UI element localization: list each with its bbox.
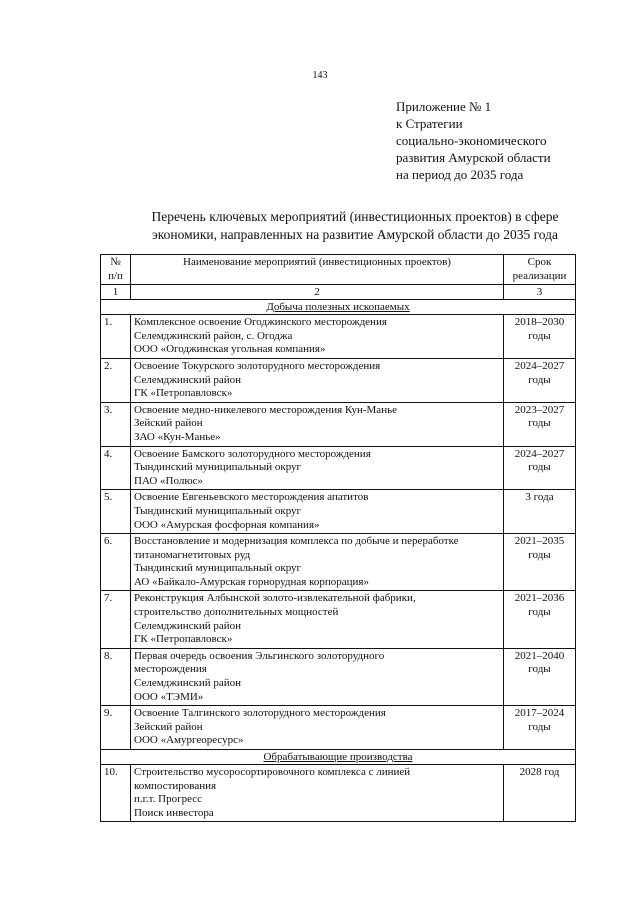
project-name	[131, 446, 504, 490]
title-line: Перечень ключевых мероприятий (инвестиционных проектов) в сфере	[151, 209, 559, 224]
implementation-period	[504, 706, 576, 750]
project-name-line: Освоение Талгинского золоторудного месторождения	[134, 707, 386, 720]
row-number: 2.	[101, 358, 131, 402]
project-name-line: Зейский район	[134, 720, 203, 733]
section-row	[101, 300, 576, 315]
table-row	[101, 706, 576, 750]
project-name	[131, 648, 504, 705]
table-row	[101, 446, 576, 490]
project-name-line: Тындинский муниципальный округ	[134, 461, 302, 474]
project-name-line: Селемджинский район	[134, 619, 242, 632]
implementation-period	[504, 446, 576, 490]
section-title: Добыча полезных ископаемых	[266, 301, 410, 314]
period-line: 3 года	[525, 491, 554, 504]
project-name-line: Тындинский муниципальный округ	[134, 562, 302, 575]
period-line: 2021–2040	[514, 649, 565, 662]
row-number: 5.	[101, 490, 131, 534]
appendix-line: к Стратегии	[396, 116, 463, 131]
project-name-line: ООО «Амургеоресурс»	[134, 734, 244, 747]
project-name-line: ГК «Петропавловск»	[134, 633, 233, 646]
period-line: годы	[528, 663, 551, 676]
header-name: Наименование мероприятий (инвестиционных проектов)	[131, 255, 504, 285]
table-header-row	[101, 255, 576, 285]
page-number: 143	[312, 70, 328, 81]
period-line: 2017–2024	[514, 707, 565, 720]
projects-table	[100, 254, 576, 822]
project-name	[131, 765, 504, 822]
project-name	[131, 315, 504, 359]
row-number: 8.	[101, 648, 131, 705]
header-period: Срок реализации	[504, 255, 576, 285]
project-name	[131, 490, 504, 534]
table-row	[101, 648, 576, 705]
period-line: годы	[528, 329, 551, 342]
project-name-line: ЗАО «Кун-Манье»	[134, 430, 221, 443]
table-row	[101, 534, 576, 591]
project-name	[131, 591, 504, 648]
project-name-line: Тындинский муниципальный округ	[134, 504, 302, 517]
implementation-period	[504, 648, 576, 705]
project-name-line: Реконструкция Албынской золото-извлекательной фабрики,	[134, 592, 416, 605]
project-name	[131, 402, 504, 446]
period-line: годы	[528, 373, 551, 386]
period-line: 2028 год	[519, 766, 560, 778]
project-name-line: Освоение Токурского золоторудного месторождения	[134, 359, 381, 372]
implementation-period	[504, 402, 576, 446]
period-line: 2023–2027	[514, 403, 565, 416]
period-line: 2021–2036	[514, 592, 565, 605]
project-name-line: Комплексное освоение Огоджинского месторождения	[134, 316, 387, 329]
implementation-period	[504, 534, 576, 591]
period-line: годы	[528, 417, 551, 430]
table-row	[101, 591, 576, 648]
project-name-line: Селемджинский район, с. Огоджа	[134, 329, 293, 342]
project-name-line: ГК «Петропавловск»	[134, 387, 233, 400]
project-name-line: Селемджинский район	[134, 677, 242, 690]
column-index: 1	[101, 285, 131, 300]
project-name-line: Освоение Бамского золоторудного месторождения	[134, 447, 371, 460]
project-name-line: Селемджинский район	[134, 373, 242, 386]
appendix-line: развития Амурской области	[396, 150, 551, 165]
project-name-line: ООО «Огоджинская угольная компания»	[134, 343, 326, 356]
appendix-line: на период до 2035 года	[396, 167, 524, 182]
row-number: 4.	[101, 446, 131, 490]
implementation-period	[504, 490, 576, 534]
project-name-line: п.г.т. Прогресс	[134, 793, 203, 806]
table-row	[101, 402, 576, 446]
period-line: годы	[528, 720, 551, 733]
project-name-line: Восстановление и модернизация комплекса по добыче и переработке	[134, 535, 459, 548]
period-line: 2024–2027	[514, 359, 565, 372]
table-row	[101, 490, 576, 534]
implementation-period	[504, 358, 576, 402]
project-name-line: ПАО «Полюс»	[134, 474, 203, 487]
header-num: № п/п	[101, 255, 131, 285]
project-name-line: Освоение медно-никелевого месторождения Кун-Манье	[134, 403, 397, 416]
project-name	[131, 706, 504, 750]
project-name-line: Строительство мусоросортировочного комплекса с линией	[134, 766, 411, 778]
period-line: годы	[528, 461, 551, 474]
period-line: годы	[528, 548, 551, 561]
document-title	[120, 208, 590, 244]
period-line: 2024–2027	[514, 447, 565, 460]
column-index: 3	[504, 285, 576, 300]
row-number: 3.	[101, 402, 131, 446]
table-row	[101, 765, 576, 822]
project-name-line: месторождения	[134, 663, 207, 676]
section-title: Обрабатывающие производства	[263, 751, 413, 763]
project-name-line: АО «Байкало-Амурская горнорудная корпорация»	[134, 575, 369, 588]
period-line: годы	[528, 606, 551, 619]
project-name-line: компостирования	[134, 779, 217, 792]
project-name-line: Зейский район	[134, 417, 203, 430]
appendix-line: Приложение № 1	[396, 99, 492, 114]
row-number: 10.	[101, 765, 131, 822]
project-name	[131, 358, 504, 402]
appendix-header	[396, 98, 551, 183]
project-name-line: Поиск инвестора	[134, 806, 214, 819]
implementation-period	[504, 591, 576, 648]
row-number: 1.	[101, 315, 131, 359]
title-line: экономики, направленных на развитие Амурской области до 2035 года	[151, 227, 559, 242]
project-name-line: Первая очередь освоения Эльгинского золоторудного	[134, 649, 385, 662]
project-name-line: ООО «Амурская фосфорная компания»	[134, 518, 320, 531]
project-name	[131, 534, 504, 591]
row-number: 6.	[101, 534, 131, 591]
project-name-line: строительство дополнительных мощностей	[134, 606, 339, 619]
project-name-line: титаномагнетитовых руд	[134, 548, 251, 561]
row-number: 9.	[101, 706, 131, 750]
column-index-row	[101, 285, 576, 300]
table-row	[101, 358, 576, 402]
column-index: 2	[131, 285, 504, 300]
section-row	[101, 750, 576, 765]
appendix-line: социально-экономического	[396, 133, 547, 148]
period-line: 2021–2035	[514, 535, 565, 548]
implementation-period	[504, 765, 576, 822]
implementation-period	[504, 315, 576, 359]
row-number: 7.	[101, 591, 131, 648]
project-name-line: Освоение Евгеньевского месторождения апатитов	[134, 491, 369, 504]
period-line: 2018–2030	[514, 316, 565, 329]
project-name-line: ООО «ТЭМИ»	[134, 690, 204, 703]
table-row	[101, 315, 576, 359]
